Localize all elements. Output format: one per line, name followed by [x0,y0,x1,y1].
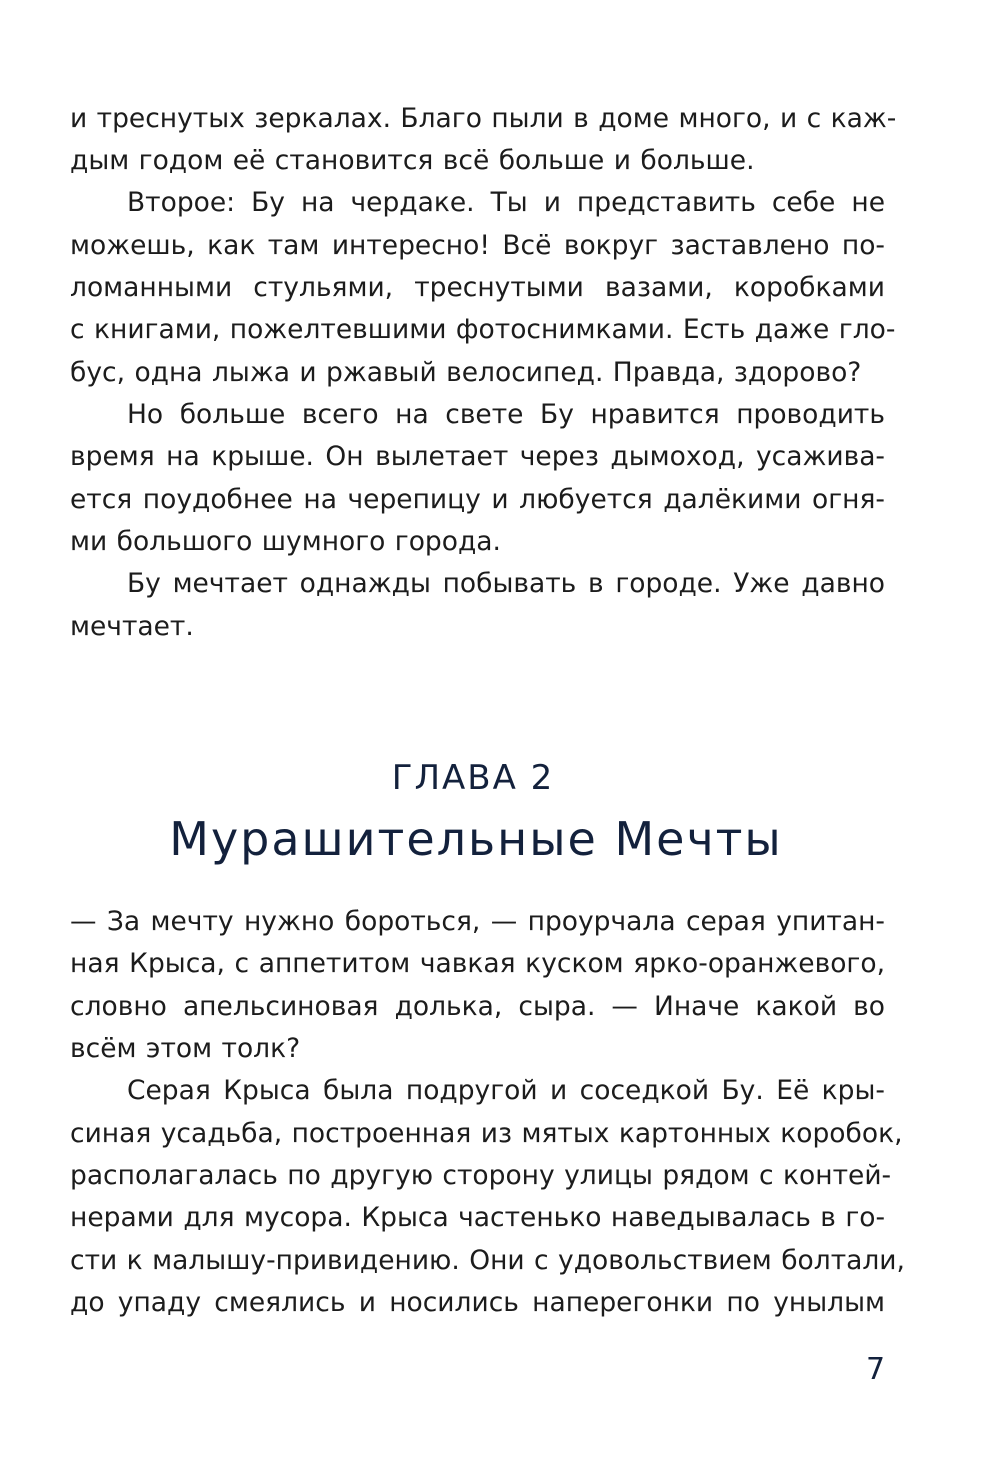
page-number: 7 [866,1352,886,1387]
chapter-label: ГЛАВА 2 [391,758,555,798]
text-line: сти к малышу-привидению. Они с удовольствием болтали, [70,1245,905,1276]
text-line: можешь, как там интересно! Всё вокруг заставлено по- [70,230,885,261]
text-line: словно апельсиновая долька, сыра. — Иначе какой во [70,991,885,1022]
text-line: Но больше всего на свете Бу нравится проводить [127,399,885,430]
text-line: ломанными стульями, треснутыми вазами, коробками [70,272,885,303]
text-line: ми большого шумного города. [70,526,501,557]
text-line: ется поудобнее на черепицу и любуется далёкими огня- [70,484,885,515]
text-line: бус, одна лыжа и ржавый велосипед. Правда, здорово? [70,357,862,388]
text-line: Серая Крыса была подругой и соседкой Бу. Её кры- [127,1075,885,1106]
text-line: нерами для мусора. Крыса частенько наведывалась в го- [70,1202,886,1233]
text-line: Бу мечтает однажды побывать в городе. Уже давно [127,568,885,599]
text-line: синая усадьба, построенная из мятых картонных коробок, [70,1118,903,1149]
text-line: с книгами, пожелтевшими фотоснимками. Есть даже гло- [70,314,896,345]
text-line: всём этом толк? [70,1033,301,1064]
text-line: время на крыше. Он вылетает через дымоход, усажива- [70,441,885,472]
text-line: мечтает. [70,611,194,642]
text-line: и треснутых зеркалах. Благо пыли в доме много, и с каж- [70,103,897,134]
chapter-title: Мурашительные Мечты [169,812,783,866]
text-line: ная Крыса, с аппетитом чавкая куском ярко-оранжевого, [70,948,885,979]
text-line: — За мечту нужно бороться, — проурчала серая упитан- [70,906,885,937]
text-line: располагалась по другую сторону улицы рядом с контей- [70,1160,892,1191]
text-line: Второе: Бу на чердаке. Ты и представить себе не [127,187,885,218]
text-line: до упаду смеялись и носились наперегонки по унылым [70,1287,885,1318]
text-line: дым годом её становится всё больше и больше. [70,145,755,176]
